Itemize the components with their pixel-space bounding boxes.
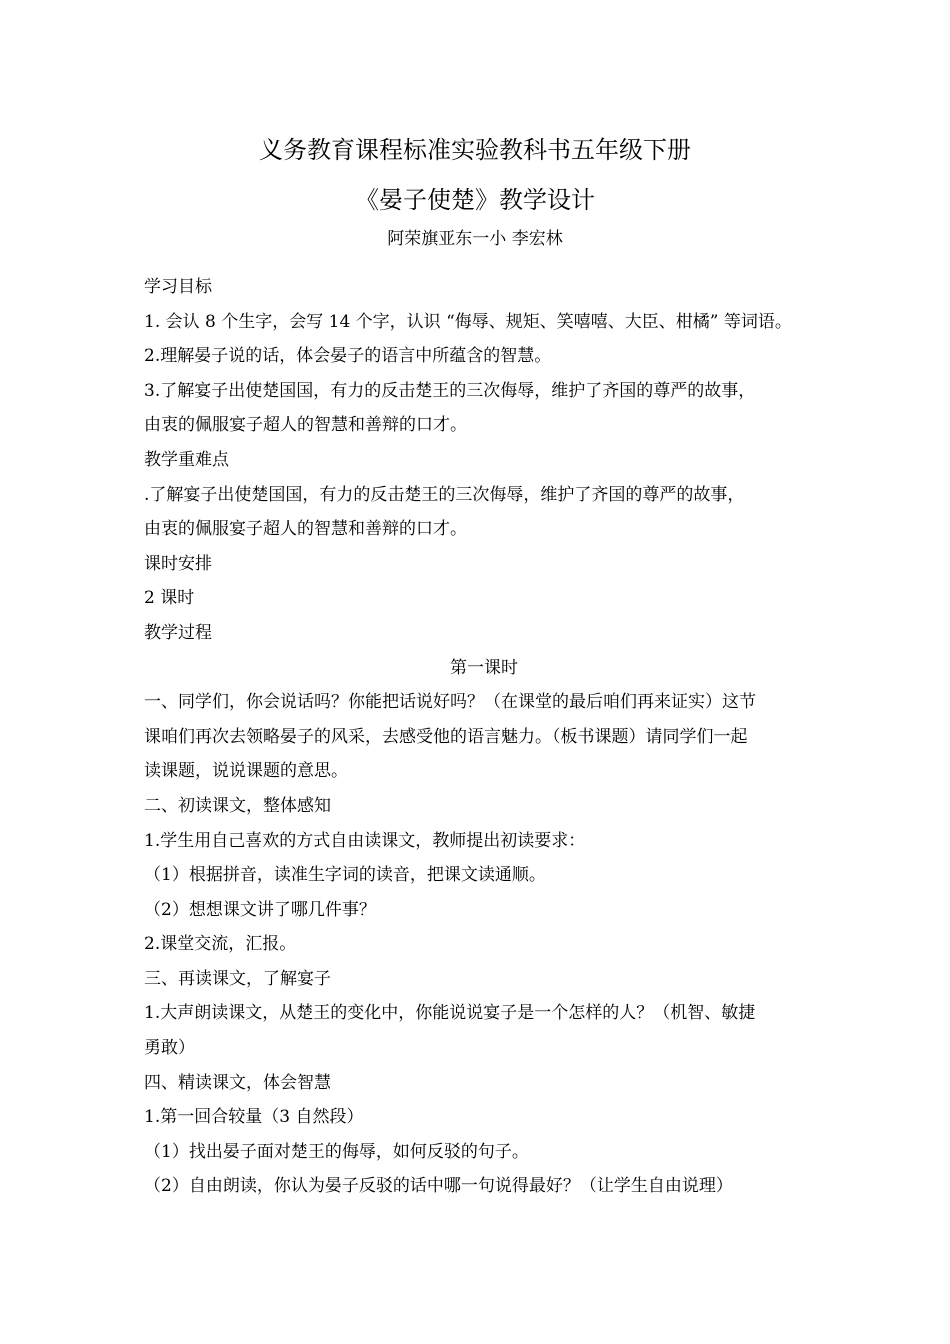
section-heading-key-points: 教学重难点 [144,449,229,470]
paragraph-line: 课咱们再次去领略晏子的风采，去感受他的语言魅力。（板书课题）请同学们一起 [144,726,748,747]
section-heading-learning-goals: 学习目标 [144,277,212,297]
paragraph-line: 1.大声朗读课文，从楚王的变化中，你能说说宴子是一个怎样的人？（机智、敏捷 [144,1003,756,1024]
document-body [144,270,824,1204]
document-title: 义务教育课程标准实验教科书五年级下册 [259,136,691,164]
paragraph-line: 勇敢） [144,1038,195,1059]
paragraph-line: 一、同学们，你会说话吗？你能把话说好吗？（在课堂的最后咱们再来证实）这节 [144,692,756,713]
sub-item: （1）根据拼音，读准生字词的读音，把课文读通顺。 [144,865,546,886]
goal-item-1: 1. 会认 8 个生字，会写 14 个字，认识 “侮辱、规矩、笑嘻嘻、大臣、柑橘” 等词语。 [144,311,792,332]
goal-item-3-cont: 由衷的佩服宴子超人的智慧和善辩的口才。 [144,415,467,436]
schedule-text: 2 课时 [144,588,195,609]
goal-item-2: 2.理解晏子说的话，体会晏子的语言中所蕴含的智慧。 [144,346,552,367]
sub-item: （2）自由朗读，你认为晏子反驳的话中哪一句说得最好？（让学生自由说理） [144,1176,733,1197]
step-heading-4: 四、精读课文，体会智慧 [144,1072,331,1093]
document-subtitle: 《晏子使楚》教学设计 [355,186,595,214]
paragraph-line: 1.第一回合较量（3 自然段） [144,1107,364,1128]
sub-item: （2）想想课文讲了哪几件事？ [144,899,376,920]
paragraph-line: 2.课堂交流，汇报。 [144,934,297,955]
goal-item-3: 3.了解宴子出使楚国国，有力的反击楚王的三次侮辱，维护了齐国的尊严的故事， [144,380,756,401]
lesson-heading: 第一课时 [450,657,518,678]
step-heading-2: 二、初读课文，整体感知 [144,795,331,816]
step-heading-3: 三、再读课文，了解宴子 [144,968,331,989]
document-author: 阿荣旗亚东一小 李宏林 [387,229,563,249]
paragraph-line: 读课题，说说课题的意思。 [144,761,348,782]
key-point-text-cont: 由衷的佩服宴子超人的智慧和善辩的口才。 [144,519,467,540]
paragraph-line: 1.学生用自己喜欢的方式自由读课文，教师提出初读要求： [144,830,586,851]
section-heading-process: 教学过程 [144,622,212,643]
section-heading-schedule: 课时安排 [144,553,212,574]
key-point-text: .了解宴子出使楚国国，有力的反击楚王的三次侮辱，维护了齐国的尊严的故事， [144,484,745,505]
sub-item: （1）找出晏子面对楚王的侮辱，如何反驳的句子。 [144,1141,529,1162]
